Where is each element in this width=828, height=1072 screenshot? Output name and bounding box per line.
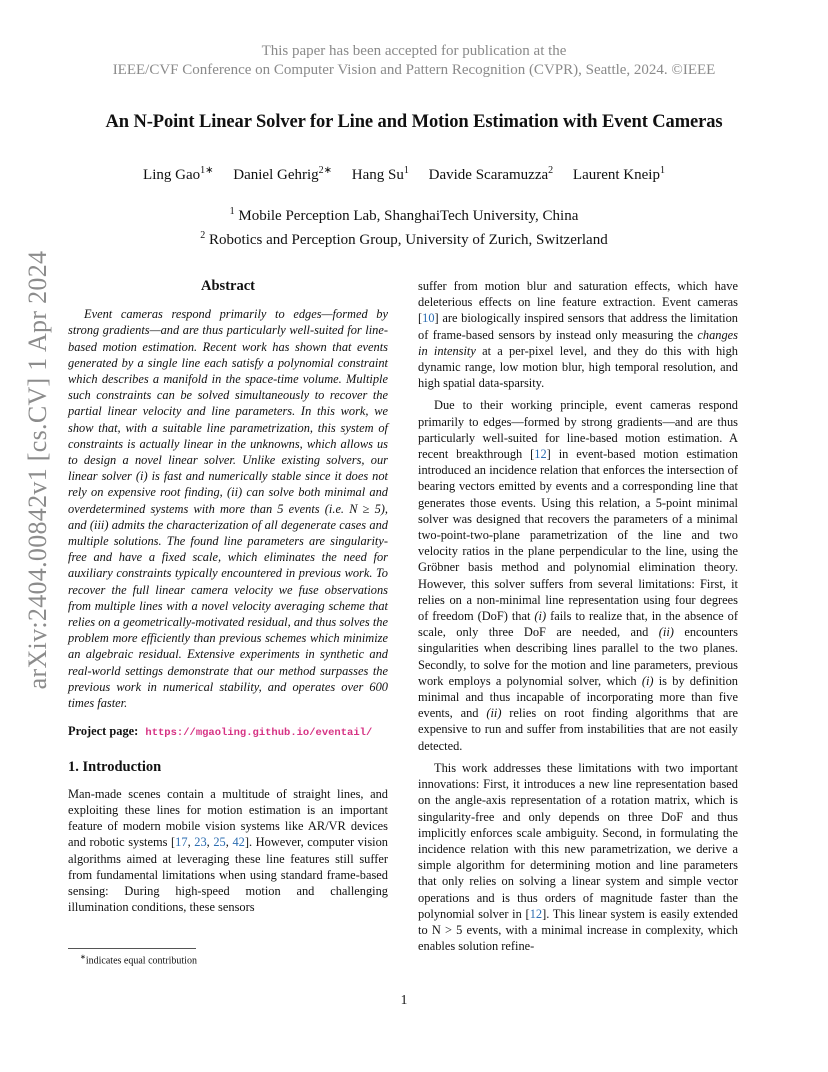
arxiv-watermark: arXiv:2404.00842v1 [cs.CV] 1 Apr 2024 (23, 250, 52, 690)
author-4: Davide Scaramuzza$^2$ (428, 165, 554, 183)
author-1: Ling Gao$^{1∗}$ (143, 165, 214, 183)
project-label: Project page: (68, 724, 139, 739)
notice-line-2: IEEE/CVF Conference on Computer Vision and Pattern Recognition (CVPR), Seattle, 2024. ©IEEE (112, 62, 716, 78)
citation-link[interactable]: 25 (213, 835, 226, 850)
footnote: ∗indicates equal contribution (80, 953, 197, 967)
right-column (418, 278, 738, 954)
left-column (68, 278, 388, 915)
project-page (68, 723, 388, 741)
author-2: Daniel Gehrig$^{2∗}$ (233, 165, 333, 183)
project-link[interactable]: https://mgaoling.github.io/eventail/ (145, 727, 373, 740)
paper-title: An N-Point Linear Solver for Line and Motion Estimation with Event Cameras (105, 112, 723, 132)
abstract-text: Event cameras respond primarily to edges—formed by strong gradients—and are thus particularly well-suited for line-based motion estimation. Recent work has shown that events generated by a single line each satisfy a polynomial constraint which describes a manifold in the space-time volume. Multiple such constraints can be solved simultaneously to recover the partial linear velocity and line parameters. In this work, we show that, with a suitable line parametrization, this system of constraints is actually linear in the unknowns, which allows us to design a novel linear solver. Unlike existing solvers, our linear solver (i) is fast and numerically stable since it does not rely on expensive root finding, (ii) can solve both minimal and overdetermined systems with more than 5 events (i.e. N ≥ 5), and (iii) admits the characterization of all degenerate cases and multiple solutions. The found line parameters are singularity-free and have a fixed scale, which eliminates the need for auxiliary constraints typically encountered in previous work. To recover the full linear camera velocity we fuse observations from multiple lines with a novel velocity averaging scheme that relies on a geometrically-motivated residual, and thus solves the problem more efficiently than previous schemes which minimize an algebraic residual. Extensive experiments in synthetic and real-world settings demonstrate that our method surpasses the previous work in numerical stability, and operates over 600 times faster. (68, 307, 388, 711)
citation-link[interactable]: 10 (422, 311, 435, 326)
affiliations (0, 202, 808, 250)
author-5: Laurent Kneip$^1$ (572, 165, 665, 183)
page-number: 1 (400, 992, 408, 1007)
abstract-heading: Abstract (201, 278, 255, 294)
citation-link[interactable]: 23 (194, 835, 207, 850)
author-list (0, 165, 808, 184)
footnote-divider (68, 948, 196, 949)
right-paragraph-3: This work addresses these limitations with two important innovations: First, it introduces a new line representation based on the angle-axis representation of a rotation matrix, which is singularity-free and only depends on three DoF and thus implicitly enforces scale ambiguity. Second, in formulating the incidence relation with this new parametrization, we derive a simple algorithm for determining motion and line parameters that only relies on solving a linear system and simple vector operations and is thus orders of magnitude faster than the polynomial solver in [12]. This linear system is easily extended to N > 5 events, with a minimal increase in complexity, which enables solution refine- (418, 760, 738, 954)
author-3: Hang Su$^1$ (351, 165, 409, 183)
right-paragraph-2: Due to their working principle, event cameras respond primarily to edges—formed by strong gradients—and are thus particularly well-suited for line-based motion estimation. A recent breakthrough [12] in event-based motion estimation introduced an incidence relation that enforces the intersection of bearing vectors emitted by events and a corresponding line that generates those events. Using this relation, a 5-point minimal solver was designed that recovers the parameters of a minimal two-point-two-plane parametrization of the line and two velocity ratios in the plane perpendicular to the line, using the Gröbner basis method and polynomial elimination theory. However, this solver suffers from several limitations: First, it relies on a non-minimal line representation using four degrees of freedom (DoF) that (i) fails to realize that, in the absence of scale, only three DoF are needed, and (ii) encounters singularities when describing lines parallel to the two planes. Secondly, to solve for the motion and line parameters, previous work employs a polynomial solver, which (i) is by definition minimal and thus incapable of incorporating more than five events, and (ii) relies on root finding algorithms that are expensive to run and suffer from instabilities that are not easily detected. (418, 398, 738, 753)
citation-link[interactable]: 12 (529, 906, 543, 921)
intro-paragraph: Man-made scenes contain a multitude of straight lines, and exploiting these lines for motion estimation is an important feature of modern mobile vision systems like AR/VR devices and robotic systems [17, 23, 25, 42]. However, computer vision algorithms aimed at leveraging these line features still suffer from fundamental limitations when using standard frame-based sensing: During high-speed motion and challenging illumination conditions, these sensors (68, 786, 388, 915)
affiliation-2: $^2$ Robotics and Perception Group, University of Zurich, Switzerland (200, 230, 608, 248)
citation-link[interactable]: 12 (534, 447, 547, 462)
section-heading-introduction: 1. Introduction (68, 759, 162, 776)
citation-link[interactable]: 42 (232, 835, 245, 850)
publication-notice (0, 42, 828, 80)
citation-link[interactable]: 17 (175, 835, 188, 850)
affiliation-1: $^1$ Mobile Perception Lab, ShanghaiTech University, China (229, 206, 579, 224)
notice-line-1: This paper has been accepted for publication at the (261, 43, 567, 59)
right-paragraph-1: suffer from motion blur and saturation effects, which have deleterious effects on line feature extraction. Event cameras [10] are biologically inspired sensors that address the limitation of frame-based sensors by instead only measuring the changes in intensity at a per-pixel level, and they do this with high dynamic range, low motion blur, high temporal resolution, and high spatial data-sparsity. (418, 279, 738, 391)
